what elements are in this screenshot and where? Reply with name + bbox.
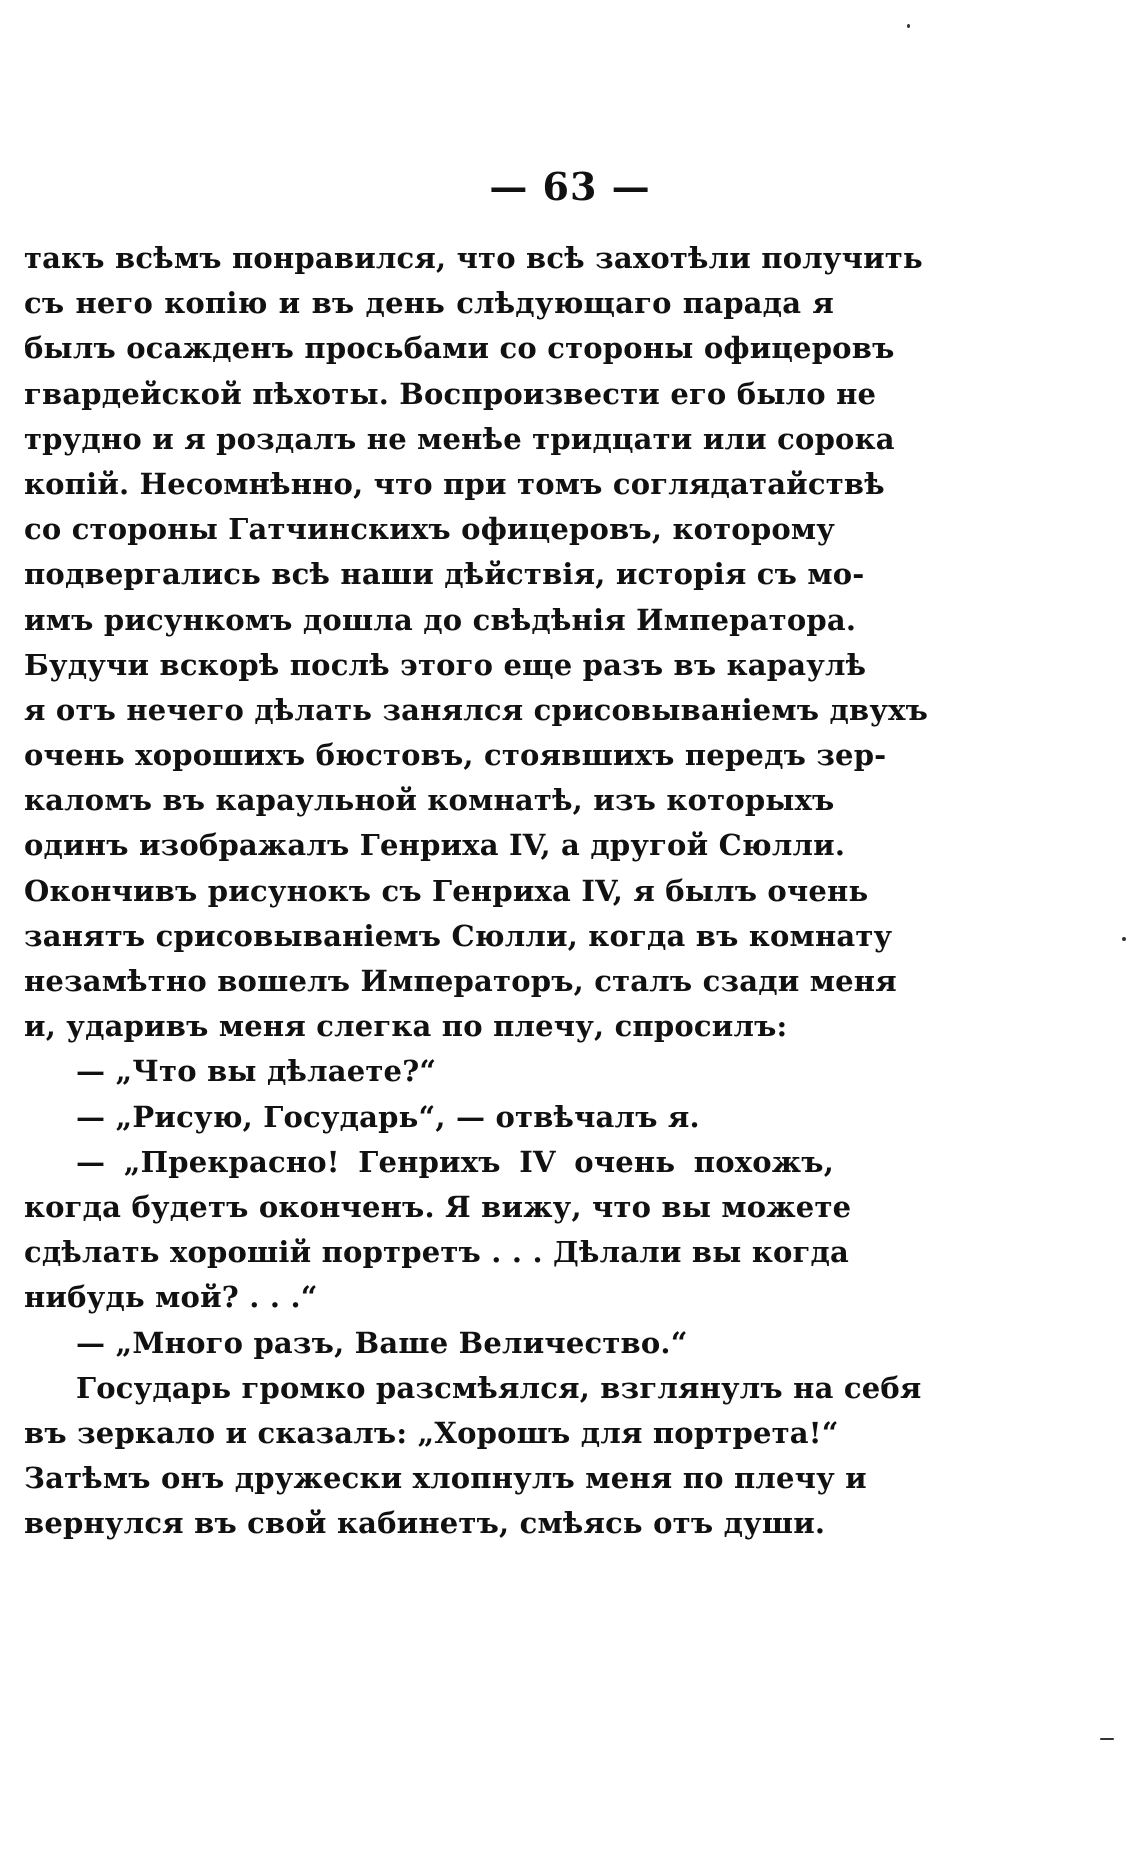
text-line: съ него копію и въ день слѣдующаго парада я	[24, 286, 834, 321]
text-line: занятъ срисовываніемъ Сюлли, когда въ комнату	[24, 918, 893, 953]
dialogue-line: — „Прекрасно! Генрихъ IV очень похожъ,	[76, 1144, 834, 1179]
paragraph-start-line: Государь громко разсмѣялся, взглянулъ на себя	[76, 1370, 922, 1405]
text-line: трудно и я роздалъ не менѣе тридцати или сорока	[24, 421, 895, 456]
text-line: незамѣтно вошелъ Императоръ, сталъ сзади меня	[24, 964, 897, 998]
text-line: имъ рисункомъ дошла до свѣдѣнія Императора.	[24, 602, 857, 637]
text-line: въ зеркало и сказалъ: „Хорошъ для портрета!“	[24, 1415, 839, 1450]
dialogue-line: — „Много разъ, Ваше Величество.“	[76, 1325, 688, 1360]
scan-speck	[1122, 937, 1126, 941]
dialogue-line: — „Рисую, Государь“, — отвѣчалъ я.	[76, 1099, 700, 1134]
text-line: очень хорошихъ бюстовъ, стоявшихъ передъ зер-	[24, 738, 887, 773]
text-line: нибудь мой? . . .“	[24, 1280, 318, 1315]
text-line: гвардейской пѣхоты. Воспроизвести его было не	[24, 376, 877, 411]
text-line: сдѣлать хорошій портретъ . . . Дѣлали вы когда	[24, 1235, 849, 1270]
text-line: такъ всѣмъ понравился, что всѣ захотѣли получить	[24, 241, 923, 275]
text-line: Затѣмъ онъ дружески хлопнулъ меня по плечу и	[24, 1461, 867, 1496]
page-number: — 63 —	[489, 164, 651, 209]
text-line: подвергались всѣ наши дѣйствія, исторія съ мо-	[24, 557, 865, 592]
text-line: одинъ изображалъ Генриха IV, а другой Сюлли.	[24, 828, 846, 863]
dialogue-line: — „Что вы дѣлаете?“	[76, 1054, 437, 1089]
text-line: каломъ въ караульной комнатѣ, изъ которыхъ	[24, 783, 835, 818]
text-line: со стороны Гатчинскихъ офицеровъ, которому	[24, 512, 836, 547]
text-line: когда будетъ оконченъ. Я вижу, что вы можете	[24, 1189, 852, 1224]
scan-speck	[907, 24, 910, 28]
text-line: былъ осажденъ просьбами со стороны офицеровъ	[24, 331, 895, 366]
text-line: и, ударивъ меня слегка по плечу, спросилъ:	[24, 1009, 788, 1044]
body-text	[24, 236, 929, 1546]
text-line: копій. Несомнѣнно, что при томъ соглядатайствѣ	[24, 466, 885, 501]
text-line: вернулся въ свой кабинетъ, смѣясь отъ души.	[24, 1506, 826, 1541]
text-line: я отъ нечего дѣлать занялся срисовываніемъ двухъ	[24, 692, 929, 727]
text-line: Окончивъ рисунокъ съ Генриха IV, я былъ очень	[24, 873, 869, 908]
text-line: Будучи вскорѣ послѣ этого еще разъ въ караулѣ	[24, 647, 867, 682]
scan-speck	[1100, 1738, 1114, 1740]
